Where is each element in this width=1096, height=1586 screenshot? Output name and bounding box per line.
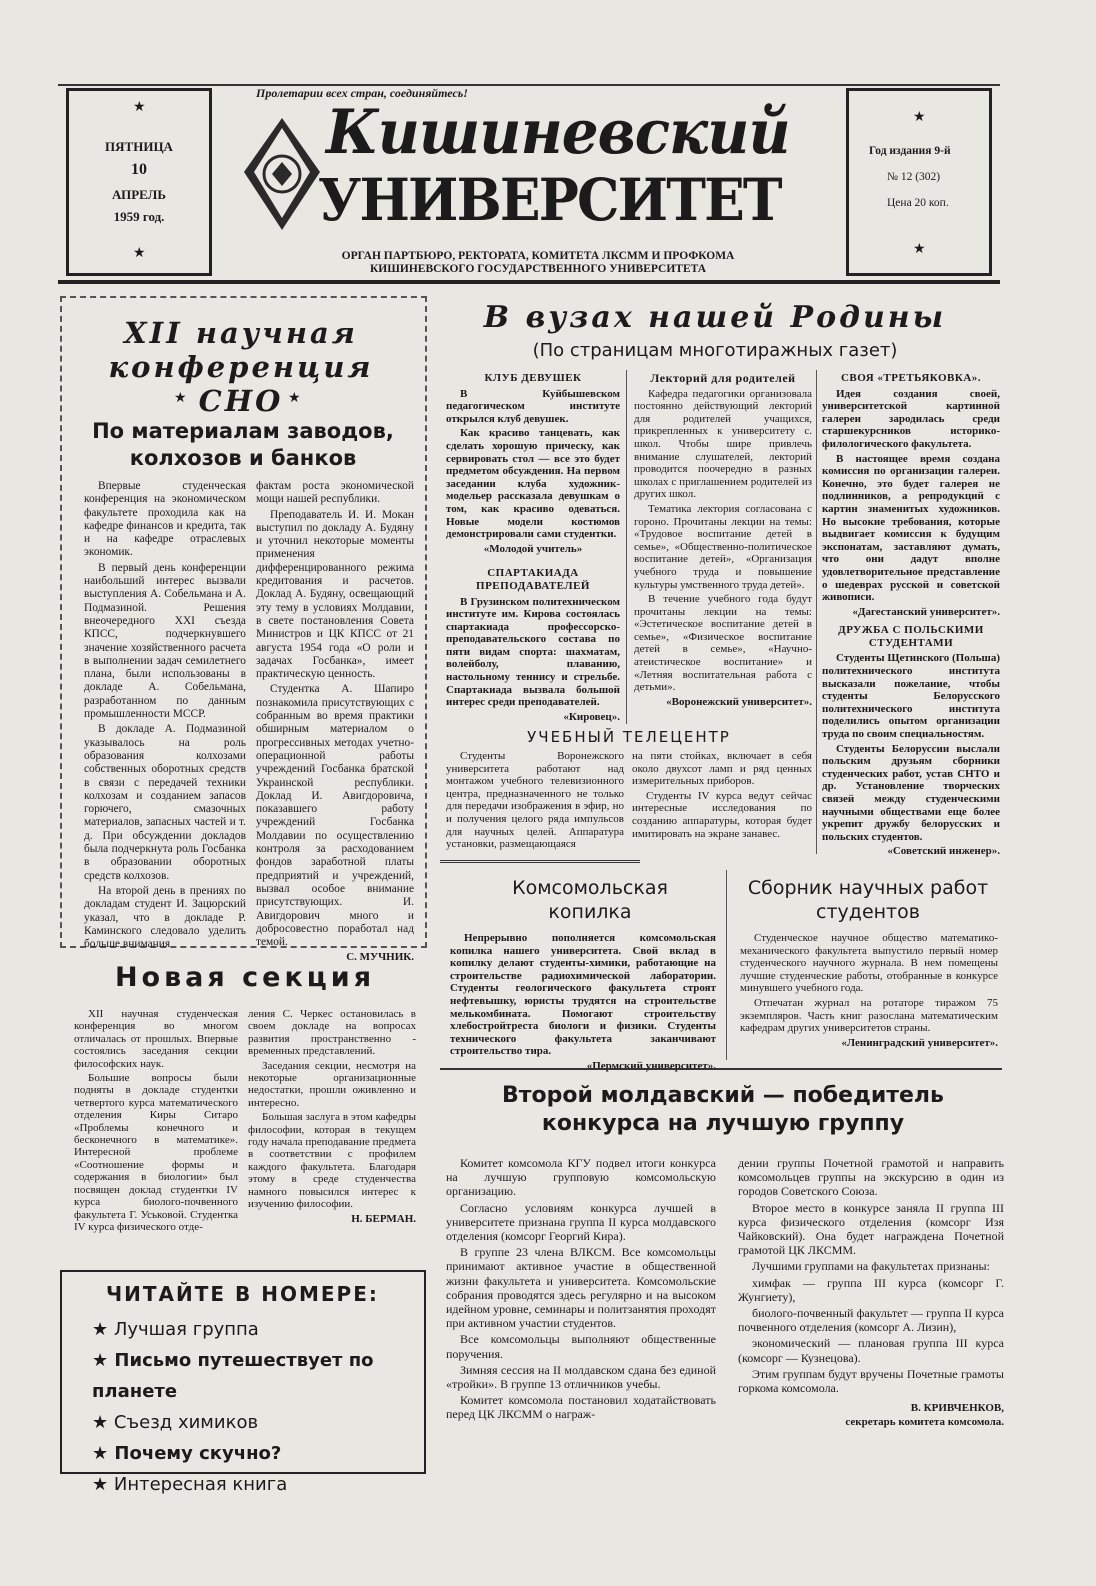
source: «Воронежский университет». <box>666 695 812 708</box>
paragraph: Лучшими группами на факультетах признаны: <box>752 1259 990 1274</box>
signature-role: секретарь комитета комсомола. <box>845 1416 1004 1429</box>
paragraph: Студенты Воронежского университета работают над монтажом учебного телевизионного центра, предназначенного не только для передачи изображения в эфир, но и получения целого ряда импульсов для научных целей. Аппаратура установки, размещающаяся <box>446 750 624 851</box>
star-icon: ★ <box>92 1412 114 1433</box>
masthead-bottom-rule <box>58 280 1000 284</box>
komsomol-title: Комсомольская копилка <box>512 877 668 923</box>
contents-item-label: Интересная книга <box>113 1474 288 1495</box>
conference-subtitle: По материалам заводов, колхозов и банков <box>92 419 394 470</box>
paragraph: экономический — плановая группа III курса (комсорг — Кузнецова). <box>738 1336 1004 1365</box>
paragraph: Второе место в конкурсе заняла II группа III курса физического отделения (комсорг Изя Чайковский). Она будет награждена Почетной грамотой ЦК ЛКСММ. <box>738 1200 1004 1258</box>
paragraph: Комитет комсомола КГУ подвел итоги конкурса на лучшую групповую комсомольскую организацию. <box>446 1156 716 1199</box>
contents-item <box>92 1407 424 1438</box>
contents-item-label: Письмо путешествует по планете <box>92 1350 374 1402</box>
paragraph: Идея создания своей, университетской картинной галереи зародилась среди старшекурсников историко-филологического факультета. <box>822 387 1000 450</box>
signature: Н. БЕРМАН. <box>351 1212 416 1225</box>
source: «Дагестанский университет». <box>852 605 1000 618</box>
column-rule <box>726 870 727 1060</box>
contents-item-label: Съезд химиков <box>113 1412 259 1433</box>
star-icon: ★ <box>133 100 146 115</box>
sbornik-text <box>740 932 998 1049</box>
star-icon: ★ <box>92 1443 115 1464</box>
section-title: Новая секция <box>114 962 376 993</box>
paragraph: В настоящее время создана комиссия по организации галереи. Конечно, это будет галерея не подлинников, а репродукций с картин знаменитых художников. Но высокие требования, которые выдвигает комиссия к будущим экспонатам, заставляют думать, что они дадут вполне удовлетворительное представление о шедеврах русской и советской живописи. <box>822 452 1000 604</box>
signature: В. КРИВЧЕНКОВ, <box>910 1402 1004 1415</box>
source: «Кировец». <box>563 710 620 723</box>
date-year: 1959 год. <box>113 209 165 224</box>
star-icon: ★ <box>92 1474 114 1495</box>
date-day: 10 <box>131 161 147 178</box>
telecenter-col1 <box>446 750 624 853</box>
paragraph: Большие вопросы были подняты в докладе студентки четвертого курса математического отделения Киры Ситаро «Проблемы конечного и бесконечного в математике». Интересной проблеме «Соотношение формы и содержания в биологии» был посвящен доклад студентки IV курса биолого-почвенного факультета Г. Уськовой. Студентка IV курса физического отде- <box>74 1072 238 1233</box>
motto: Пролетарии всех стран, соединяйтесь! <box>256 86 468 100</box>
paragraph: Зимняя сессия на II молдавском сдана без единой «тройки». В группе 13 отличников учебы. <box>446 1362 716 1392</box>
poland-heading: ДРУЖБА С ПОЛЬСКИМИ СТУДЕНТАМИ <box>838 624 984 649</box>
paragraph: дении группы Почетной грамотой и направить комсомольцев группы на экскурсию в один из городов Советского Союза. <box>738 1156 1004 1199</box>
sparta-heading: СПАРТАКИАДА ПРЕПОДАВАТЕЛЕЙ <box>476 567 590 592</box>
organ-line: ОРГАН ПАРТБЮРО, РЕКТОРАТА, КОМИТЕТА ЛКСММ И ПРОФКОМА <box>341 250 735 262</box>
divider-ornament <box>440 860 640 863</box>
sbornik-title: Сборник научных работ студентов <box>747 877 989 923</box>
moldovan-title: Второй молдавский — победитель конкурса на лучшую группу <box>502 1083 944 1136</box>
paragraph: Отпечатан журнал на ротаторе тиражом 75 экземпляров. Часть книг разослана математическим кафедрам других университетов страны. <box>740 996 998 1035</box>
paragraph: Студенты Щетинского (Польша) политехнического института высказали пожелание, чтобы студенты Белорусского политехнического института поделились опытом организации труда по своим специальностям. <box>822 652 1000 741</box>
star-icon: ★ <box>174 391 187 406</box>
paragraph: В группе 23 члена ВЛКСМ. Все комсомольцы принимают активное участие в общественной жизни факультета и университета. Комсомольские собрания проводятся здесь регулярно и на высоком идейном уровне, семинары и политзанятия проходят при активном участии студентов. <box>446 1245 716 1331</box>
conference-col2 <box>256 480 414 965</box>
paragraph: Заседания секции, несмотря на некоторые организационные недостатки, прошли оживленно и интересно. <box>248 1059 416 1109</box>
telecenter-col2 <box>632 750 812 842</box>
paragraph: фактам роста экономической мощи нашей республики. <box>256 480 414 506</box>
lectures-heading: Лекторий для родителей <box>650 371 796 385</box>
issue-price: Цена 20 коп. <box>887 197 949 209</box>
telecenter-heading: УЧЕБНЫЙ ТЕЛЕЦЕНТР <box>527 728 731 746</box>
paragraph: Студенческое научное общество математико-механического факультета выпустило первый номер студенческого научного журнала. В нем помещены лучшие студенческие работы, отобранные в конкурсе минувшего учебного года. <box>740 932 998 995</box>
vuzy-title: В вузах нашей Родины <box>483 300 947 335</box>
paragraph: Студентка А. Шапиро познакомила присутствующих с собранным во время практики обширным материалом о прогрессивных методах учетно-операционной работы учреждений Госбанка братской Украинской республики. Доклад И. Авигдоровича, показавшего работу учреждений Госбанка Молдавии по осуществлению контроля за расходованием фондов заработной платы предприятий и учреждений, вызвал особое внимание присутствующих. И. Авигдорович много и добросовестно поработал над темой. <box>256 683 414 949</box>
source: «Советский инженер». <box>887 845 1000 858</box>
contents-item <box>92 1314 424 1345</box>
source: «Молодой учитель» <box>483 542 583 555</box>
paragraph: Комитет комсомола постановил ходатайствовать перед ЦК ЛКСММ о награж- <box>446 1393 716 1422</box>
section-col2 <box>248 1008 416 1225</box>
signature: С. МУЧНИК. <box>346 951 414 964</box>
contents-item <box>92 1345 424 1407</box>
contents-item-label: Почему скучно? <box>114 1443 282 1464</box>
star-icon: ★ <box>92 1350 115 1371</box>
paragraph: В течение учебного года будут прочитаны лекции на темы: «Эстетическое воспитание детей в семье», «Физическое воспитание детей в семье», «Научно-атеистическое воспитание» и «Летняя воспитательная работа с детьми». <box>634 593 812 694</box>
paragraph: В Грузинском политехническом институте им. Кирова состоялась спартакиада профессорско-преподавательского состава по пяти видам спорта: шахматам, волейболу, плаванию, настольному теннису и стрельбе. Спартакиада вызвала большой интерес среди преподавателей. <box>446 595 620 709</box>
source: «Пермский университет». <box>586 1059 716 1072</box>
contents-item-label: Лучшая группа <box>113 1319 259 1340</box>
paragraph: Преподаватель И. И. Мокан выступил по докладу А. Будяну и уточнил некоторые моменты применения дифференцированного режима кредитования и расчетов. Доклад А. Будяну, освещающий эту тему в условиях Молдавии, в свете постановления Совета Министров и ЦК КПСС от 21 августа 1954 года «О роли и задачах Госбанка», имеет практическую ценность. <box>256 508 414 681</box>
paragraph: биолого-почвенный факультет — группа II курса почвенного отделения (комсорг А. Лизин), <box>738 1306 1004 1335</box>
vuzy-col-a <box>446 370 620 723</box>
university-emblem <box>242 116 322 232</box>
paragraph: Большая заслуга в этом кафедры философии, которая в текущем году начала преподавание предмета в соответствии с профилем каждого факультета. Благодаря этому в среде студенчества намного повысился интерес к изучению философии. <box>248 1111 416 1211</box>
conference-col1 <box>84 480 246 953</box>
paragraph: XII научная студенческая конференция во многом отличалась от прошлых. Впервые состоялись заседания секции философских наук. <box>74 1008 238 1070</box>
vuzy-col-c <box>822 370 1000 858</box>
paragraph: В первый день конференции наибольший интерес вызвали выступления А. Собельмана и А. Подмазиной. Решения внеочередного XXI съезда КПСС, подчеркнувшего значение хозяйственного расчета в выполнении задач семилетнего плана, были использованы в докладе А. Собельмана, разработанном по данным промышленности МССР. <box>84 561 246 721</box>
contents-item <box>92 1469 424 1500</box>
komsomol-text <box>450 932 716 1073</box>
paragraph: Тематика лектория согласована с гороно. Прочитаны лекции на темы: «Трудовое воспитание детей в семье», «Общественно-политическое воспитание детей», «Организация учебного труда и повышение культуры умственного труда детей». <box>634 502 812 591</box>
paragraph: Все комсомольцы выполняют общественные поручения. <box>446 1332 716 1361</box>
issue-box <box>846 88 992 276</box>
date-weekday: ПЯТНИЦА <box>105 139 173 154</box>
paragraph: Студенты Белоруссии выслали польским друзьям сборники студенческих работ, устав СНТО и др. Установление творческих связей между студенческими научными обществами еще более укрепит дружбу белорусских и польских студентов. <box>822 742 1000 843</box>
star-icon: ★ <box>913 110 926 125</box>
paragraph: Согласно условиям конкурса лучшей в университете признана группа II курса молдавского отделения (комсорг Георгий Кира). <box>446 1200 716 1244</box>
conference-title: XII научная конференция СНО <box>108 316 374 418</box>
paragraph: На второй день в прениях по докладам студент И. Зацюрский указал, что в докладе Р. Каминского следовало уделить больше внимания <box>84 884 246 951</box>
star-icon: ★ <box>288 391 301 406</box>
vuzy-subtitle: (По страницам многотиражных газет) <box>532 340 898 361</box>
paragraph: Впервые студенческая конференция на экономическом факультете проходила как на кафедре финансов и кредита, так и на кафедре отраслевых экономик. <box>84 480 246 559</box>
paragraph: Студенты IV курса ведут сейчас интересные исследования по созданию аппаратуры, которая будет имитировать на экране занавес. <box>632 789 812 840</box>
date-box <box>66 88 212 276</box>
column-rule <box>816 370 817 854</box>
paragraph: Непрерывно пополняется комсомольская копилка нашего университета. Свой вклад в копилку делают студенты-химики, работающие на строительстве радиохимической лаборатории. Студенты геологического факультета строят нефтевышку, юристы трудятся на строительстве мелькомбината. Помогают строительству хлебостройтреста биологи и физики. Студенты технического факультета заканчивают строительство тира. <box>450 932 716 1058</box>
contents-item <box>92 1438 424 1469</box>
star-icon: ★ <box>133 246 146 261</box>
paragraph: В Куйбышевском педагогическом институте открылся клуб девушек. <box>446 387 620 425</box>
section-rule <box>440 1068 1002 1070</box>
paragraph: Как красиво танцевать, как сделать хорошую прическу, как сервировать стол — все это будет предметом обсуждения. На первом заседании клуба художник-модельер рассказала девушкам о том, как красиво одеваться. Новые модели костюмов демонстрировали сами студентки. <box>446 427 620 541</box>
moldovan-col2 <box>738 1156 1004 1430</box>
source: «Ленинградский университет». <box>841 1036 998 1049</box>
masthead-top-rule <box>58 84 1000 86</box>
paragraph: ления С. Черкес остановилась в своем докладе на вопросах развития пространственно - временных представлений. <box>248 1008 416 1058</box>
contents-box <box>60 1270 426 1495</box>
paragraph: на пяти стойках, включает в себя около двухсот ламп и ряд ценных измерительных приборов. <box>632 750 812 788</box>
paragraph: В докладе А. Подмазиной указывалось на роль образования колхозами собственных оборотных средств в связи с передачей техники колхозам и созданием запасов горючего, смазочных материалов, запасных частей и т. д. При обсуждении докладов была подчеркнута роль Госбанка в образовании оборотных средств колхозов. <box>84 723 246 882</box>
issue-edition: Год издания 9-й <box>869 145 951 157</box>
tretyakov-heading: СВОЯ «ТРЕТЬЯКОВКА». <box>840 372 982 384</box>
paragraph: Этим группам будут вручены Почетные грамоты горкома комсомола. <box>738 1366 1004 1396</box>
university-line: КИШИНЕВСКОГО ГОСУДАРСТВЕННОГО УНИВЕРСИТЕТА <box>369 263 707 275</box>
issue-number: № 12 (302) <box>887 171 941 183</box>
column-rule <box>626 370 627 724</box>
moldovan-col1 <box>446 1156 716 1424</box>
star-icon: ★ <box>92 1319 114 1340</box>
contents-title: ЧИТАЙТЕ В НОМЕРЕ: <box>106 1282 379 1306</box>
newspaper-title-script: Кишиневский <box>326 96 790 168</box>
newspaper-title: УНИВЕРСИТЕТ <box>318 166 781 234</box>
contents-list <box>92 1314 424 1500</box>
section-col1 <box>74 1008 238 1235</box>
date-month: АПРЕЛЬ <box>112 187 166 202</box>
star-icon: ★ <box>913 242 926 257</box>
paragraph: химфак — группа III курса (комсорг Г. Жунгиету), <box>738 1275 1004 1304</box>
club-heading: КЛУБ ДЕВУШЕК <box>484 372 582 384</box>
vuzy-col-b <box>634 370 812 708</box>
paragraph: Кафедра педагогики организовала постоянно действующий лекторий для родителей учащихся, прикрепленных к университету с. школ. Чтобы шире привлечь внимание слушателей, лекторий проводится поочередно в разных школах с приглашением родителей из других школ. <box>634 387 812 501</box>
